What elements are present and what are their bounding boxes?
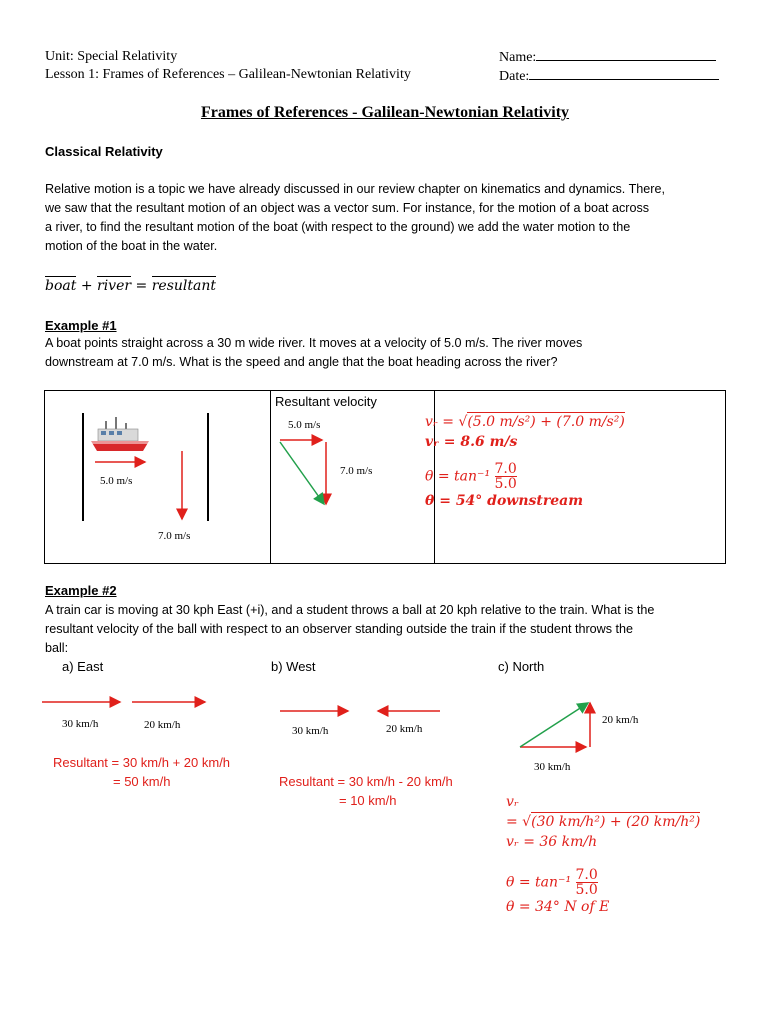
river-speed-label: 7.0 m/s (158, 530, 191, 542)
boat-icon (91, 417, 149, 451)
unit-label: Unit: Special Relativity (45, 49, 178, 64)
vector-river: river (97, 278, 132, 294)
lesson-label: Lesson 1: Frames of References – Galilean-Newtonian Relativity (45, 67, 411, 82)
date-field[interactable] (499, 67, 719, 86)
example2-line: A train car is moving at 30 kph East (+i), and a student throws a ball at 20 kph relative to the train. What is the (45, 603, 655, 617)
solution-line1: vᵣ = √(5.0 m/s²) + (7.0 m/s²) (425, 414, 625, 430)
paragraph-line: we saw that the resultant motion of an object was a vector sum. For instance, for the motion of a boat across (45, 201, 650, 215)
name-label: Name: (499, 50, 537, 65)
west-v1-label: 30 km/h (292, 725, 329, 737)
part-b-result-line2: = 10 km/h (339, 793, 397, 808)
example1-line: A boat points straight across a 30 m wide river. It moves at a velocity of 5.0 m/s. The river moves (45, 336, 583, 350)
plus-sign: + (80, 278, 93, 294)
east-v1-label: 30 km/h (62, 718, 99, 730)
section-paragraph (45, 180, 735, 256)
part-b-result-line1: Resultant = 30 km/h - 20 km/h (279, 774, 453, 789)
paragraph-line: Relative motion is a topic we have already discussed in our review chapter on kinematics and dynamics. There, (45, 182, 665, 196)
example2-heading: Example #2 (45, 583, 117, 598)
part-b-result (279, 772, 453, 810)
north-vertical-label: 20 km/h (602, 714, 639, 726)
section-heading: Classical Relativity (45, 144, 163, 159)
part-a-diagram (40, 690, 240, 740)
west-v2-label: 20 km/h (386, 723, 423, 735)
part-c-sol-line2: = √(30 km/h²) + (20 km/h²) (506, 814, 701, 830)
part-c-sol-vr: vᵣ (506, 794, 519, 810)
part-a-label: a) East (62, 659, 104, 674)
date-label: Date: (499, 69, 530, 84)
triangle-top-label: 5.0 m/s (288, 419, 321, 431)
equals-sign: = (135, 278, 148, 294)
boat-speed-label: 5.0 m/s (100, 475, 133, 487)
name-field[interactable] (499, 48, 719, 67)
example1-text (45, 334, 735, 372)
part-b-label: b) West (271, 659, 316, 674)
part-c-sol-line3: vᵣ = 36 km/h (506, 834, 598, 850)
part-a-result (53, 753, 230, 791)
vector-equation (45, 278, 216, 294)
solution-line4: θ = 54° downstream (425, 493, 584, 509)
part-c-label: c) North (498, 659, 545, 674)
north-horizontal-label: 30 km/h (534, 761, 571, 773)
part-b-diagram (270, 698, 470, 743)
example1-solution (425, 412, 625, 511)
header-right (499, 48, 719, 86)
east-v2-label: 20 km/h (144, 719, 181, 731)
header-left (45, 48, 411, 84)
example2-text (45, 601, 745, 658)
paragraph-line: a river, to find the resultant motion of the boat (with respect to the ground) we add the water motion to the (45, 220, 631, 234)
triangle-right-label: 7.0 m/s (340, 465, 373, 477)
resultant-title: Resultant velocity (275, 394, 377, 409)
page-title: Frames of References - Galilean-Newtonian Relativity (200, 104, 570, 121)
north-resultant-arrow (520, 703, 588, 747)
vector-boat: boat (45, 278, 77, 294)
example1-heading: Example #1 (45, 318, 117, 333)
example2-line: resultant velocity of the ball with respect to an observer standing outside the train if the student throws the (45, 622, 634, 636)
vector-resultant: resultant (151, 278, 216, 294)
resultant-triangle (270, 412, 430, 522)
example1-line: downstream at 7.0 m/s. What is the speed and angle that the boat heading across the river? (45, 355, 558, 369)
part-a-result-line1: Resultant = 30 km/h + 20 km/h (53, 755, 231, 770)
boat-river-diagram (45, 391, 269, 561)
part-c-sol-theta: θ = tan⁻¹ $\frac{7.0}{5.0}$ (506, 867, 598, 898)
solution-line2: vᵣ = 8.6 m/s (425, 434, 518, 450)
part-c-sol-final: θ = 34° N of E (506, 899, 610, 915)
part-c-diagram (510, 695, 670, 780)
paragraph-line: motion of the boat in the water. (45, 239, 218, 253)
part-a-result-line2: = 50 km/h (113, 774, 171, 789)
example2-line: ball: (45, 641, 69, 655)
solution-line3: θ = tan⁻¹ $\frac{7.0}{5.0}$ (425, 461, 517, 492)
triangle-resultant-arrow (280, 442, 324, 504)
part-c-solution (506, 792, 700, 917)
